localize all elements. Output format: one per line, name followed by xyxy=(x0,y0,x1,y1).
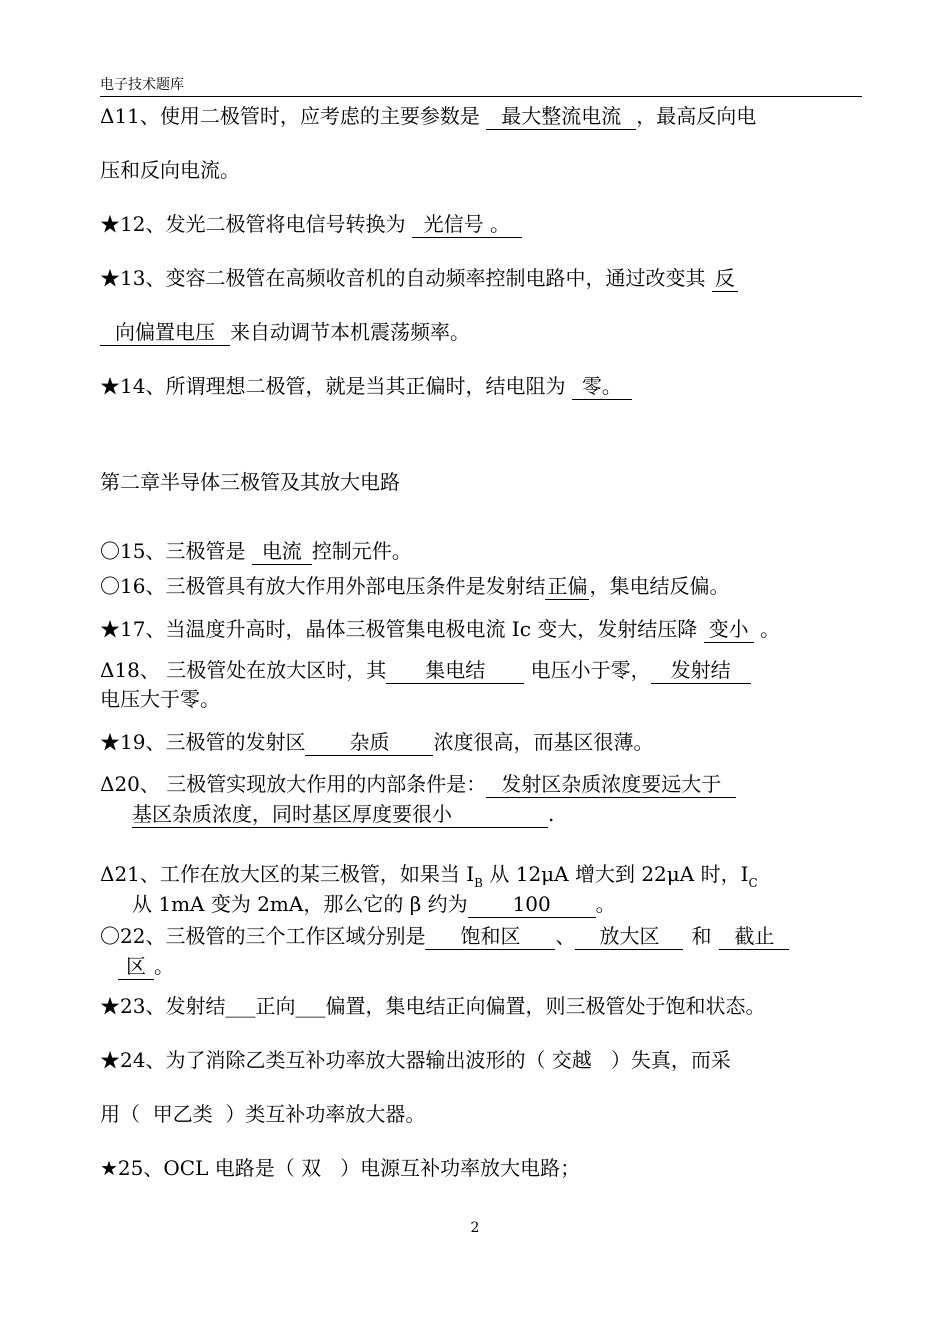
question-text: 。 xyxy=(753,617,780,641)
question-text: 使用二极管时，应考虑的主要参数是 xyxy=(159,104,487,128)
question-text: 当温度升高时，晶体三极管集电极电流 Ic 变大，发射结压降 xyxy=(165,617,704,641)
question-21-cont xyxy=(132,890,902,918)
answer-blank: 向偏置电压 xyxy=(100,319,230,346)
question-mark: ★13、 xyxy=(100,266,166,290)
question-text: . xyxy=(548,802,555,826)
question-text: 电压大于零。 xyxy=(100,687,220,711)
question-text: 所谓理想二极管，就是当其正偏时，结电阻为 xyxy=(165,374,572,398)
question-text: ，最高反向电 xyxy=(636,104,757,128)
answer-blank: 正偏 xyxy=(547,574,588,598)
question-text: 压和反向电流。 xyxy=(100,158,240,182)
answer-blank: 发射区杂质浓度要远大于 xyxy=(486,771,736,798)
page-number: 2 xyxy=(470,1220,480,1236)
answer-blank: 零。 xyxy=(572,373,632,400)
answer-blank: 变小 xyxy=(704,616,754,643)
question-13-cont xyxy=(100,318,870,346)
header-title: 电子技术题库 xyxy=(100,77,184,93)
question-mark: Δ11、 xyxy=(100,104,160,128)
question-text: 工作在放大区的某三极管，如果当 I xyxy=(159,862,475,886)
question-text: 为了消除乙类互补功率放大器输出波形的（ xyxy=(165,1048,552,1072)
question-mark: 〇22、 xyxy=(100,924,166,948)
question-text: 控制元件。 xyxy=(311,539,412,563)
question-text: OCL 电路是（ xyxy=(163,1156,302,1180)
question-17 xyxy=(100,615,870,643)
question-23 xyxy=(100,992,870,1020)
question-12 xyxy=(100,210,870,238)
question-mark: ★24、 xyxy=(100,1048,166,1072)
answer-text: 双 xyxy=(301,1156,322,1180)
question-text: 三极管处在放大区时，其 xyxy=(159,658,387,682)
question-text: 三极管是 xyxy=(165,539,252,563)
question-text: 电压小于零， xyxy=(524,658,651,682)
question-text: 浓度很高，而基区很薄。 xyxy=(433,730,654,754)
question-text: ）类互补功率放大器。 xyxy=(212,1102,426,1126)
question-text: 来自动调节本机震荡频率。 xyxy=(230,320,470,344)
question-20-cont xyxy=(132,800,902,828)
question-mark: Δ21、 xyxy=(100,862,160,886)
subscript: C xyxy=(748,876,758,890)
question-22 xyxy=(100,922,870,950)
answer-blank: 最大整流电流 xyxy=(486,103,636,130)
question-20 xyxy=(100,770,870,798)
answer-blank: 杂质 xyxy=(305,729,433,756)
answer-blank: 放大区 xyxy=(575,923,683,950)
question-text: 。 xyxy=(154,954,174,978)
question-14 xyxy=(100,372,870,400)
question-mark: 〇16、 xyxy=(100,574,166,598)
question-text: 用（ xyxy=(100,1102,153,1126)
answer-blank: 100 xyxy=(468,891,596,918)
question-text: 发射结 xyxy=(165,994,226,1018)
question-text: 三极管的发射区 xyxy=(165,730,306,754)
page-header xyxy=(100,76,862,97)
question-mark: ★23、 xyxy=(100,994,166,1018)
question-mark: ★14、 xyxy=(100,374,166,398)
question-18 xyxy=(100,656,870,684)
answer-blank: 发射结 xyxy=(651,657,751,684)
answer-blank: 光信号 。 xyxy=(412,211,522,238)
question-mark: Δ20、 xyxy=(100,772,160,796)
question-text: ）失真，而采 xyxy=(591,1048,731,1072)
chapter-title: 第二章半导体三极管及其放大电路 xyxy=(100,470,400,494)
answer-blank: 反 xyxy=(712,265,738,292)
question-text: 三极管的三个工作区域分别是 xyxy=(165,924,426,948)
answer-text: 甲乙类 xyxy=(152,1102,213,1126)
question-mark: ★25、 xyxy=(100,1156,164,1180)
answer-blank: 电流 xyxy=(252,538,312,565)
question-text: 和 xyxy=(691,924,712,948)
question-22-cont xyxy=(118,952,888,980)
subscript: B xyxy=(474,876,483,890)
answer-text: 交越 xyxy=(551,1048,592,1072)
question-16 xyxy=(100,572,870,600)
question-text: 变容二极管在高频收音机的自动频率控制电路中，通过改变其 xyxy=(165,266,712,290)
question-19 xyxy=(100,728,870,756)
question-mark: 〇15、 xyxy=(100,539,166,563)
question-11-cont xyxy=(100,156,870,184)
question-text: 。 xyxy=(595,892,616,916)
question-text: 三极管具有放大作用外部电压条件是发射结 xyxy=(165,574,546,598)
question-mark: ★19、 xyxy=(100,730,166,754)
answer-blank: 集电结 xyxy=(386,657,524,684)
question-24 xyxy=(100,1046,870,1074)
question-text: ，集电结反偏。 xyxy=(589,574,730,598)
question-text: 从 1mA 变为 2mA，那么它的 β 约为 xyxy=(132,892,468,916)
question-24-cont xyxy=(100,1100,870,1128)
question-mark: ★12、 xyxy=(100,212,166,236)
question-mark: ★17、 xyxy=(100,617,166,641)
question-text: 偏置，集电结正向偏置，则三极管处于饱和状态。 xyxy=(325,994,766,1018)
question-text: 发光二极管将电信号转换为 xyxy=(165,212,412,236)
question-text: 、 xyxy=(555,924,576,948)
answer-blank: ___正向___ xyxy=(225,994,326,1018)
question-text: ）电源互补功率放大电路； xyxy=(321,1156,581,1180)
question-18-cont xyxy=(100,685,870,713)
question-text: 从 12μA 增大到 22μA 时，I xyxy=(483,862,749,886)
question-11 xyxy=(100,102,870,130)
question-25 xyxy=(100,1154,870,1182)
answer-blank: 基区杂质浓度，同时基区厚度要很小 xyxy=(132,801,548,828)
answer-blank: 截止 xyxy=(719,923,789,950)
question-text: 三极管实现放大作用的内部条件是： xyxy=(159,772,487,796)
question-15 xyxy=(100,537,870,565)
answer-blank: 区 xyxy=(118,953,154,980)
question-mark: Δ18、 xyxy=(100,658,160,682)
answer-blank: 饱和区 xyxy=(425,923,555,950)
question-13 xyxy=(100,264,870,292)
